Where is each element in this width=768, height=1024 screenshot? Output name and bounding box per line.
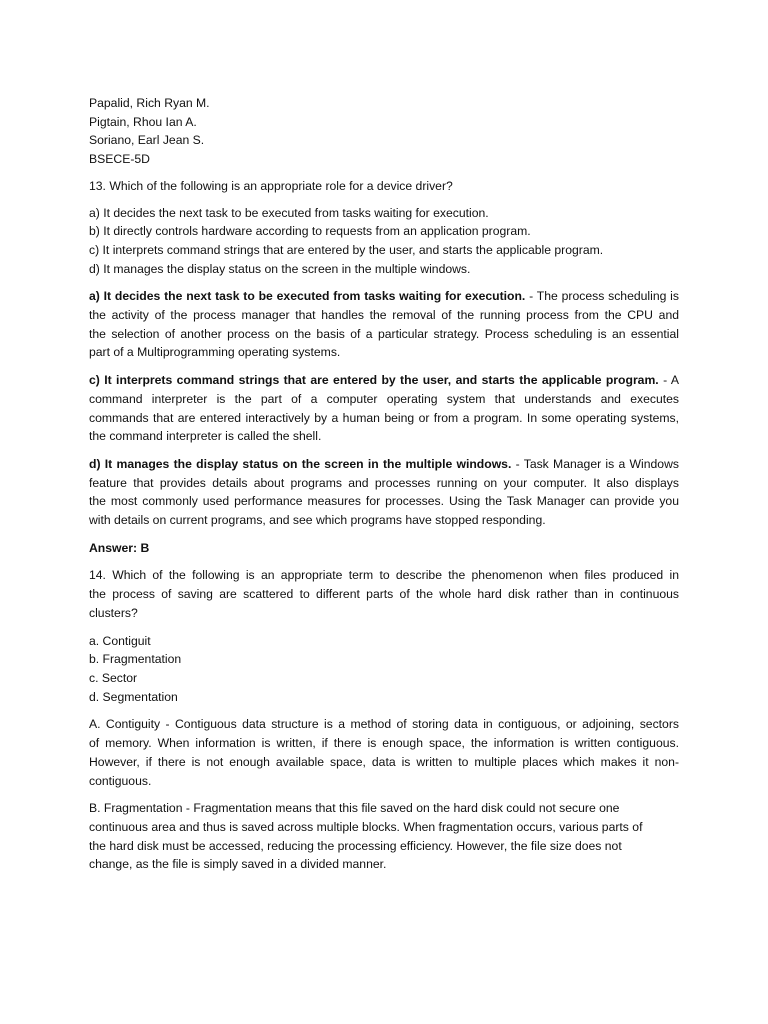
question-line: clusters? [89, 605, 138, 620]
option-item: d) It manages the display status on the screen in the multiple windows. [89, 261, 471, 276]
option-item: a. Contiguit [89, 633, 151, 648]
explanation-line: command interpreter is the part of a computer operating system that understands and executes [89, 391, 679, 406]
explanation-line: However, if there is not enough available space, data is written to multiple places which makes it non- [89, 754, 679, 769]
question-line: 14. Which of the following is an appropriate term to describe the phenomenon when files produced in [89, 568, 679, 583]
explanation-paragraph [89, 371, 679, 446]
explanation-line: the activity of the process manager that handles the removal of the running process from the CPU and [89, 308, 679, 323]
explanation-line: with details on current programs, and see which programs have stopped responding. [89, 513, 546, 528]
explanation-line: c) It interprets command strings that are entered by the user, and starts the applicable program. - A [89, 373, 679, 388]
explanation-line: the hard disk must be accessed, reducing the processing efficiency. However, the file size does not [89, 838, 622, 853]
explanation-line: of memory. When information is written, if there is enough space, the information is written contiguous. [89, 736, 679, 751]
explanation-paragraph [89, 799, 679, 874]
section-label: BSECE-5D [89, 152, 150, 167]
explanation-lead: a) It decides the next task to be executed from tasks waiting for execution. [89, 289, 526, 304]
question-prompt: Which of the following is an appropriate role for a device driver? [109, 178, 453, 193]
question-13-text [89, 177, 679, 196]
explanation-line: the command interpreter is called the shell. [89, 429, 322, 444]
explanation-lead: d) It manages the display status on the screen in the multiple windows. [89, 456, 512, 471]
question-13 [89, 177, 679, 196]
explanation-paragraph [89, 455, 679, 530]
explanation-line: A. Contiguity - Contiguous data structure is a method of storing data in contiguous, or adjoining, sectors [89, 717, 679, 732]
option-item: b. Fragmentation [89, 652, 182, 667]
explanation-lead: c) It interprets command strings that are entered by the user, and starts the applicable program. [89, 373, 659, 388]
author-name: Soriano, Earl Jean S. [89, 133, 205, 148]
option-item: b) It directly controls hardware according to requests from an application program. [89, 224, 531, 239]
question-line: the process of saving are scattered to different parts of the whole hard disk rather than in continuous [89, 587, 679, 602]
author-name: Papalid, Rich Ryan M. [89, 96, 210, 110]
author-block [89, 94, 679, 169]
explanation-line: the selection of another process on the basis of a particular strategy. Process scheduling is an essential [89, 326, 679, 341]
document-page [89, 94, 679, 874]
question-14 [89, 566, 679, 622]
explanation-line: commands that are entered interactively by a human being or from a program. In some operating systems, [89, 410, 679, 425]
question-14-options [89, 632, 679, 707]
explanation-paragraph [89, 715, 679, 790]
question-number: 13. [89, 178, 106, 193]
explanation-line: contiguous. [89, 773, 152, 788]
option-item: c) It interprets command strings that are entered by the user, and starts the applicable program. [89, 242, 604, 257]
explanation-line: B. Fragmentation - Fragmentation means that this file saved on the hard disk could not secure one [89, 801, 620, 816]
question-13-options [89, 204, 679, 279]
explanation-line: the most commonly used performance measures for processes. Using the Task Manager can provide you [89, 494, 679, 509]
explanation-line: part of a Multiprogramming operating systems. [89, 345, 341, 360]
option-item: d. Segmentation [89, 689, 178, 704]
author-name: Pigtain, Rhou Ian A. [89, 114, 197, 129]
explanation-line: feature that provides details about programs and processes running on your computer. It also displays [89, 475, 679, 490]
answer-label: Answer: B [89, 540, 150, 555]
explanation-line: d) It manages the display status on the screen in the multiple windows. - Task Manager is a Windows [89, 456, 679, 471]
explanation-line: change, as the file is simply saved in a divided manner. [89, 857, 387, 872]
option-item: a) It decides the next task to be executed from tasks waiting for execution. [89, 205, 489, 220]
option-item: c. Sector [89, 670, 138, 685]
explanation-paragraph [89, 287, 679, 362]
explanation-line: a) It decides the next task to be executed from tasks waiting for execution. - The process scheduling is [89, 289, 679, 304]
explanation-line: continuous area and thus is saved across multiple blocks. When fragmentation occurs, various parts of [89, 819, 643, 834]
